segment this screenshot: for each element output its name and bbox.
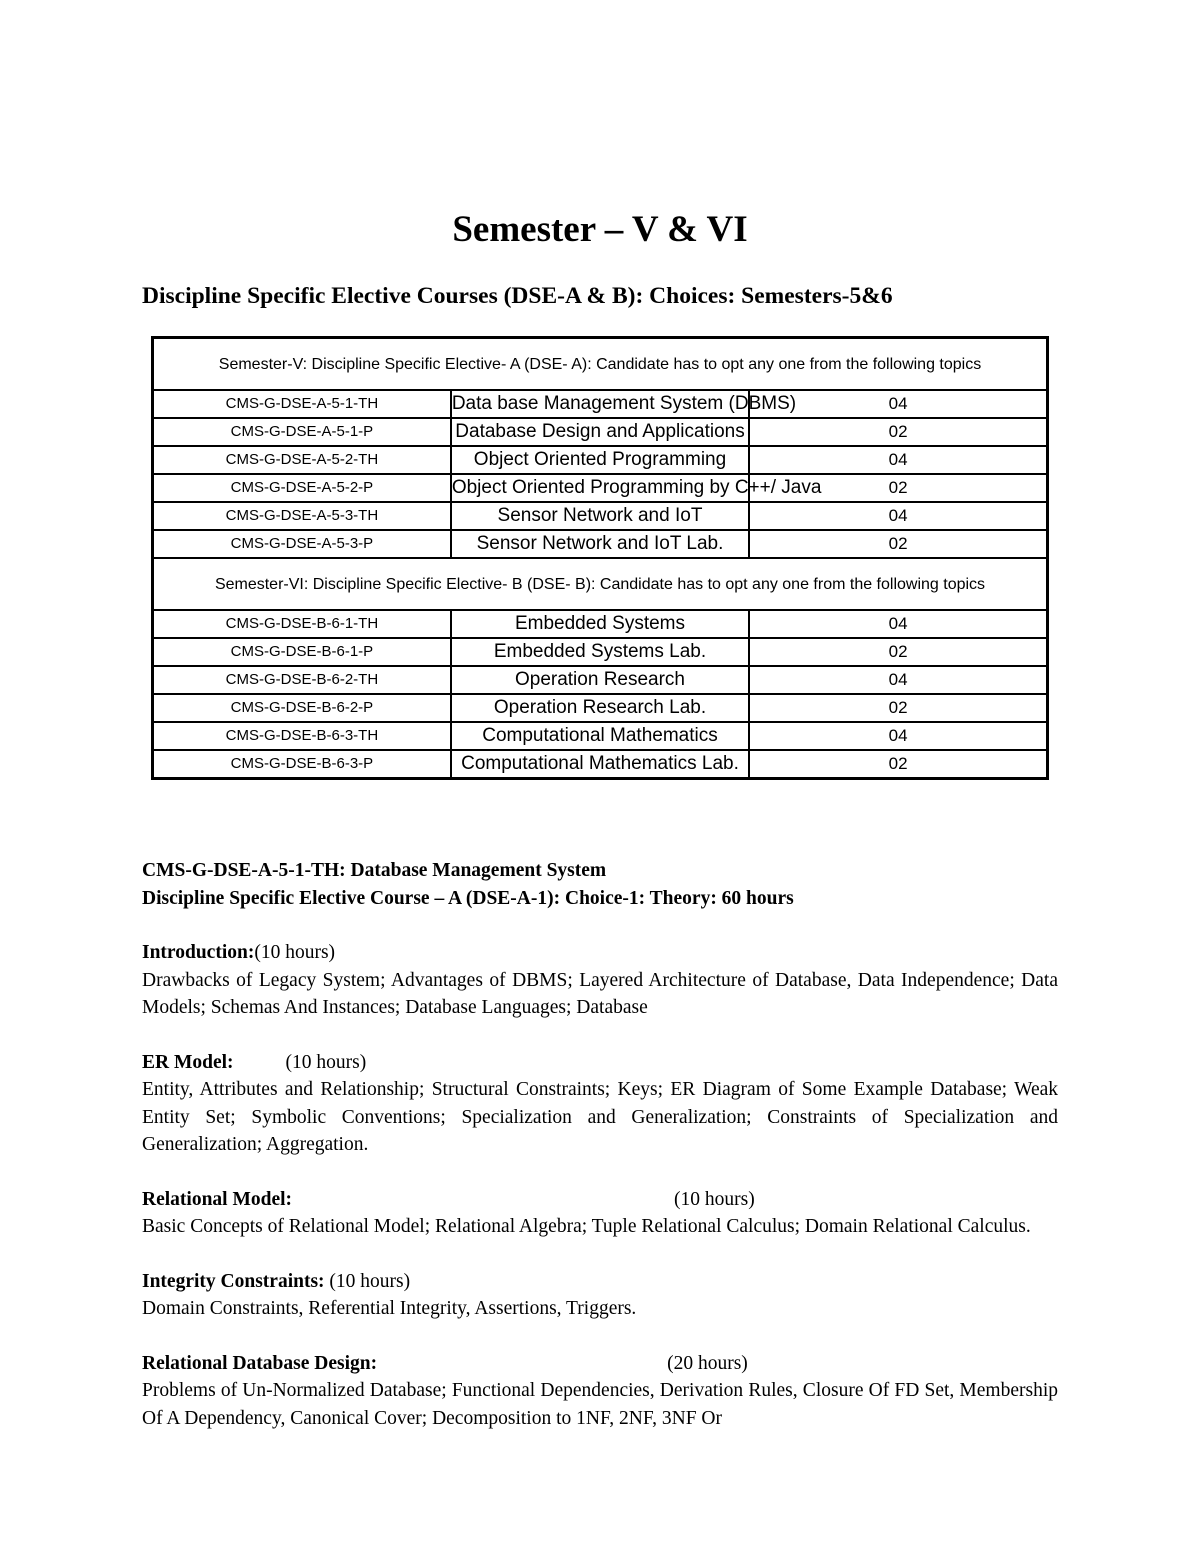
course-title: Computational Mathematics Lab. <box>451 750 749 779</box>
table-row <box>153 638 1048 666</box>
table-row <box>153 474 1048 502</box>
course-title: Object Oriented Programming by C++/ Java <box>451 474 749 502</box>
course-title: Embedded Systems <box>451 610 749 638</box>
course-credits: 04 <box>749 502 1047 530</box>
section-hours: (10 hours) <box>674 1188 755 1210</box>
section-relational-model <box>142 1186 1058 1241</box>
page-title: Semester – V & VI <box>452 209 748 250</box>
section-text: Domain Constraints, Referential Integrity, Assertions, Triggers. <box>142 1298 637 1319</box>
section-head <box>142 939 1058 967</box>
section-head <box>142 1186 1058 1214</box>
section-label: Introduction: <box>142 942 255 963</box>
course-title: Sensor Network and IoT <box>451 502 749 530</box>
course-table <box>151 336 1049 780</box>
course-title: Operation Research Lab. <box>451 694 749 722</box>
course-code: CMS-G-DSE-A-5-3-TH <box>153 502 451 530</box>
group-header-row <box>153 338 1048 391</box>
table-row <box>153 750 1048 779</box>
section-er-model <box>142 1049 1058 1159</box>
section-head <box>142 1049 1058 1077</box>
course-code: CMS-G-DSE-B-6-2-TH <box>153 666 451 694</box>
course-code: CMS-G-DSE-B-6-2-P <box>153 694 451 722</box>
course-credits: 02 <box>749 418 1047 446</box>
section-label: Relational Database Design: <box>142 1352 378 1374</box>
course-credits: 02 <box>749 694 1047 722</box>
table-row <box>153 722 1048 750</box>
course-code: CMS-G-DSE-A-5-2-P <box>153 474 451 502</box>
course-credits: 04 <box>749 666 1047 694</box>
course-title: Database Design and Applications <box>451 418 749 446</box>
course-code: CMS-G-DSE-A-5-2-TH <box>153 446 451 474</box>
section-head <box>142 1268 1058 1296</box>
section-hours: (20 hours) <box>667 1352 748 1374</box>
section-relational-database-design <box>142 1350 1058 1433</box>
section-integrity-constraints <box>142 1268 1058 1323</box>
table-row <box>153 446 1048 474</box>
group-header-row <box>153 558 1048 610</box>
course-code: CMS-G-DSE-A-5-3-P <box>153 530 451 558</box>
course-credits: 04 <box>749 390 1047 418</box>
table-row <box>153 666 1048 694</box>
syllabus <box>142 857 1058 1432</box>
section-label: ER Model: <box>142 1051 234 1073</box>
course-code: CMS-G-DSE-B-6-3-TH <box>153 722 451 750</box>
table-row <box>153 694 1048 722</box>
course-title: Embedded Systems Lab. <box>451 638 749 666</box>
course-title: Sensor Network and IoT Lab. <box>451 530 749 558</box>
course-credits: 04 <box>749 722 1047 750</box>
page-subtitle: Discipline Specific Elective Courses (DSE-A & B): Choices: Semesters-5&6 <box>142 283 893 309</box>
table-row <box>153 502 1048 530</box>
course-title: Object Oriented Programming <box>451 446 749 474</box>
table-row <box>153 610 1048 638</box>
course-title: Operation Research <box>451 666 749 694</box>
section-label: Relational Model: <box>142 1188 293 1210</box>
table-row <box>153 390 1048 418</box>
section-head <box>142 1350 1058 1378</box>
group-header-semester-vi: Semester-VI: Discipline Specific Elective- B (DSE- B): Candidate has to opt any one from the following topics <box>153 558 1048 610</box>
course-credits: 02 <box>749 750 1047 779</box>
course-code: CMS-G-DSE-A-5-1-P <box>153 418 451 446</box>
course-subheading: Discipline Specific Elective Course – A (DSE-A-1): Choice-1: Theory: 60 hours <box>142 887 794 909</box>
course-code: CMS-G-DSE-B-6-3-P <box>153 750 451 779</box>
section-introduction <box>142 939 1058 1022</box>
section-text: Problems of Un-Normalized Database; Functional Dependencies, Derivation Rules, Closure Of FD Set, Membership Of A Dependency, Canonical Cover; Decomposition to 1NF, 2NF, 3NF Or <box>142 1380 1058 1429</box>
course-title: Data base Management System (DBMS) <box>451 390 749 418</box>
section-hours: (10 hours) <box>329 1270 411 1292</box>
section-text: Drawbacks of Legacy System; Advantages of DBMS; Layered Architecture of Database, Data Independence; Data Models; Schemas And Instances; Database Languages; Database <box>142 969 1058 1018</box>
course-code: CMS-G-DSE-B-6-1-TH <box>153 610 451 638</box>
course-title: Computational Mathematics <box>451 722 749 750</box>
table-row <box>153 530 1048 558</box>
section-hours: (10 hours) <box>254 942 336 963</box>
course-credits: 02 <box>749 638 1047 666</box>
course-credits: 02 <box>749 530 1047 558</box>
section-hours: (10 hours) <box>285 1051 367 1073</box>
group-header-semester-v: Semester-V: Discipline Specific Elective- A (DSE- A): Candidate has to opt any one from the following topics <box>153 338 1048 391</box>
table-row <box>153 418 1048 446</box>
section-label: Integrity Constraints: <box>142 1270 325 1292</box>
course-code: CMS-G-DSE-B-6-1-P <box>153 638 451 666</box>
course-code: CMS-G-DSE-A-5-1-TH <box>153 390 451 418</box>
course-credits: 02 <box>749 474 1047 502</box>
course-heading: CMS-G-DSE-A-5-1-TH: Database Management System <box>142 860 607 881</box>
section-text: Entity, Attributes and Relationship; Structural Constraints; Keys; ER Diagram of Some Example Database; Weak Entity Set; Symbolic Conventions; Specialization and Generalization; Constraints of Specialization and Generalization; Aggregation. <box>142 1079 1058 1155</box>
course-credits: 04 <box>749 610 1047 638</box>
course-credits: 04 <box>749 446 1047 474</box>
section-text: Basic Concepts of Relational Model; Relational Algebra; Tuple Relational Calculus; Domain Relational Calculus. <box>142 1216 1031 1237</box>
